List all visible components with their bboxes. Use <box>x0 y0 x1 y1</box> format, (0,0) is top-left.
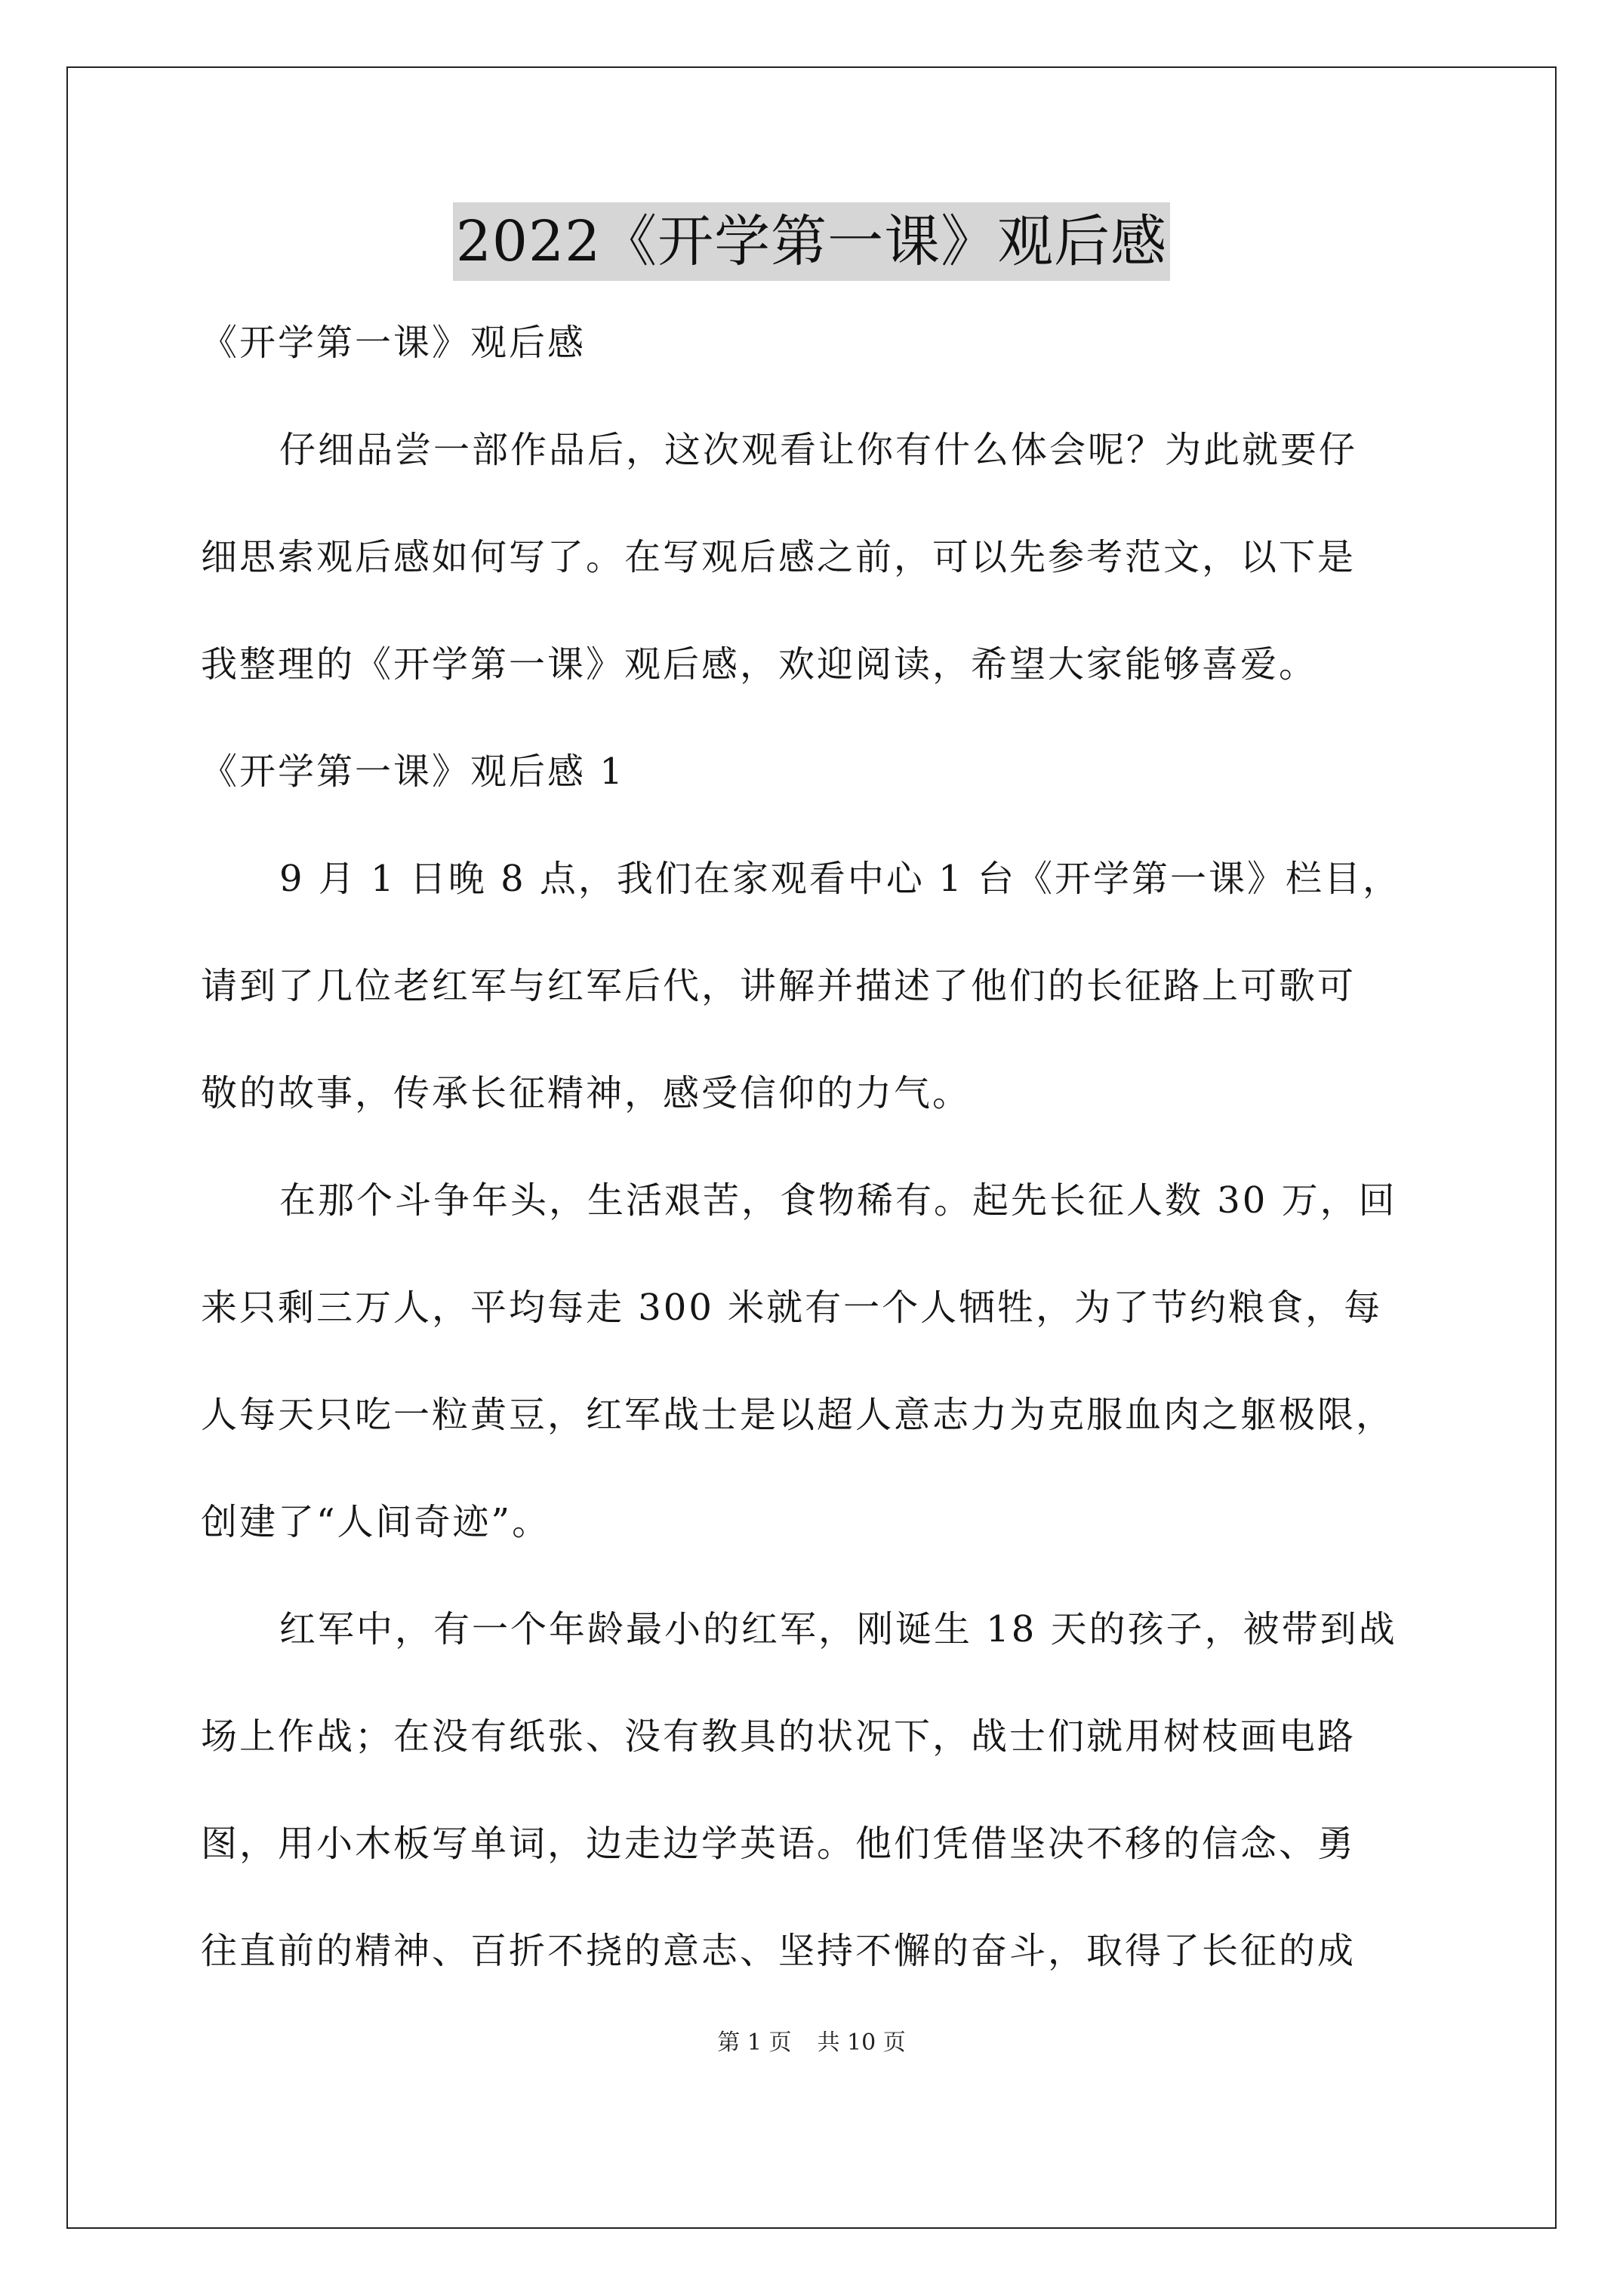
section-heading: 《开学第一课》观后感 <box>201 322 587 364</box>
paragraph-line: 敬的故事，传承长征精神，感受信仰的力气。 <box>201 1072 972 1114</box>
title-container <box>0 202 1623 281</box>
paragraph-line: 在那个斗争年头，生活艰苦，食物稀有。起先长征人数 30 万，回 <box>279 1179 1397 1222</box>
page-border <box>66 66 1557 2229</box>
document-title: 2022《开学第一课》观后感 <box>453 202 1170 281</box>
paragraph-line: 创建了“人间奇迹”。 <box>201 1501 551 1543</box>
paragraph-line: 场上作战；在没有纸张、没有教具的状况下，战士们就用树枝画电路 <box>201 1715 1357 1758</box>
section-heading: 《开学第一课》观后感 1 <box>201 750 625 793</box>
paragraph-line: 仔细品尝一部作品后，这次观看让你有什么体会呢？为此就要仔 <box>279 429 1358 471</box>
paragraph-line: 9 月 1 日晚 8 点，我们在家观看中心 1 台《开学第一课》栏目， <box>279 858 1401 900</box>
paragraph-line: 图，用小木板写单词，边走边学英语。他们凭借坚决不移的信念、勇 <box>201 1823 1357 1865</box>
paragraph-line: 往直前的精神、百折不挠的意志、坚持不懈的奋斗，取得了长征的成 <box>201 1930 1357 1972</box>
paragraph-line: 红军中，有一个年龄最小的红军，刚诞生 18 天的孩子，被带到战 <box>279 1608 1397 1650</box>
paragraph-line: 来只剩三万人，平均每走 300 米就有一个人牺牲，为了节约粮食，每 <box>201 1287 1383 1329</box>
paragraph-line: 人每天只吃一粒黄豆，红军战士是以超人意志力为克服血肉之躯极限， <box>201 1394 1395 1436</box>
paragraph-line: 细思索观后感如何写了。在写观后感之前，可以先参考范文，以下是 <box>201 536 1357 578</box>
paragraph-line: 我整理的《开学第一课》观后感，欢迎阅读，希望大家能够喜爱。 <box>201 643 1318 686</box>
page-footer <box>0 2028 1623 2058</box>
page-total: 共 10 页 <box>817 2029 906 2056</box>
paragraph-line: 请到了几位老红军与红军后代，讲解并描述了他们的长征路上可歌可 <box>201 965 1357 1007</box>
page-number: 第 1 页 <box>717 2029 792 2056</box>
